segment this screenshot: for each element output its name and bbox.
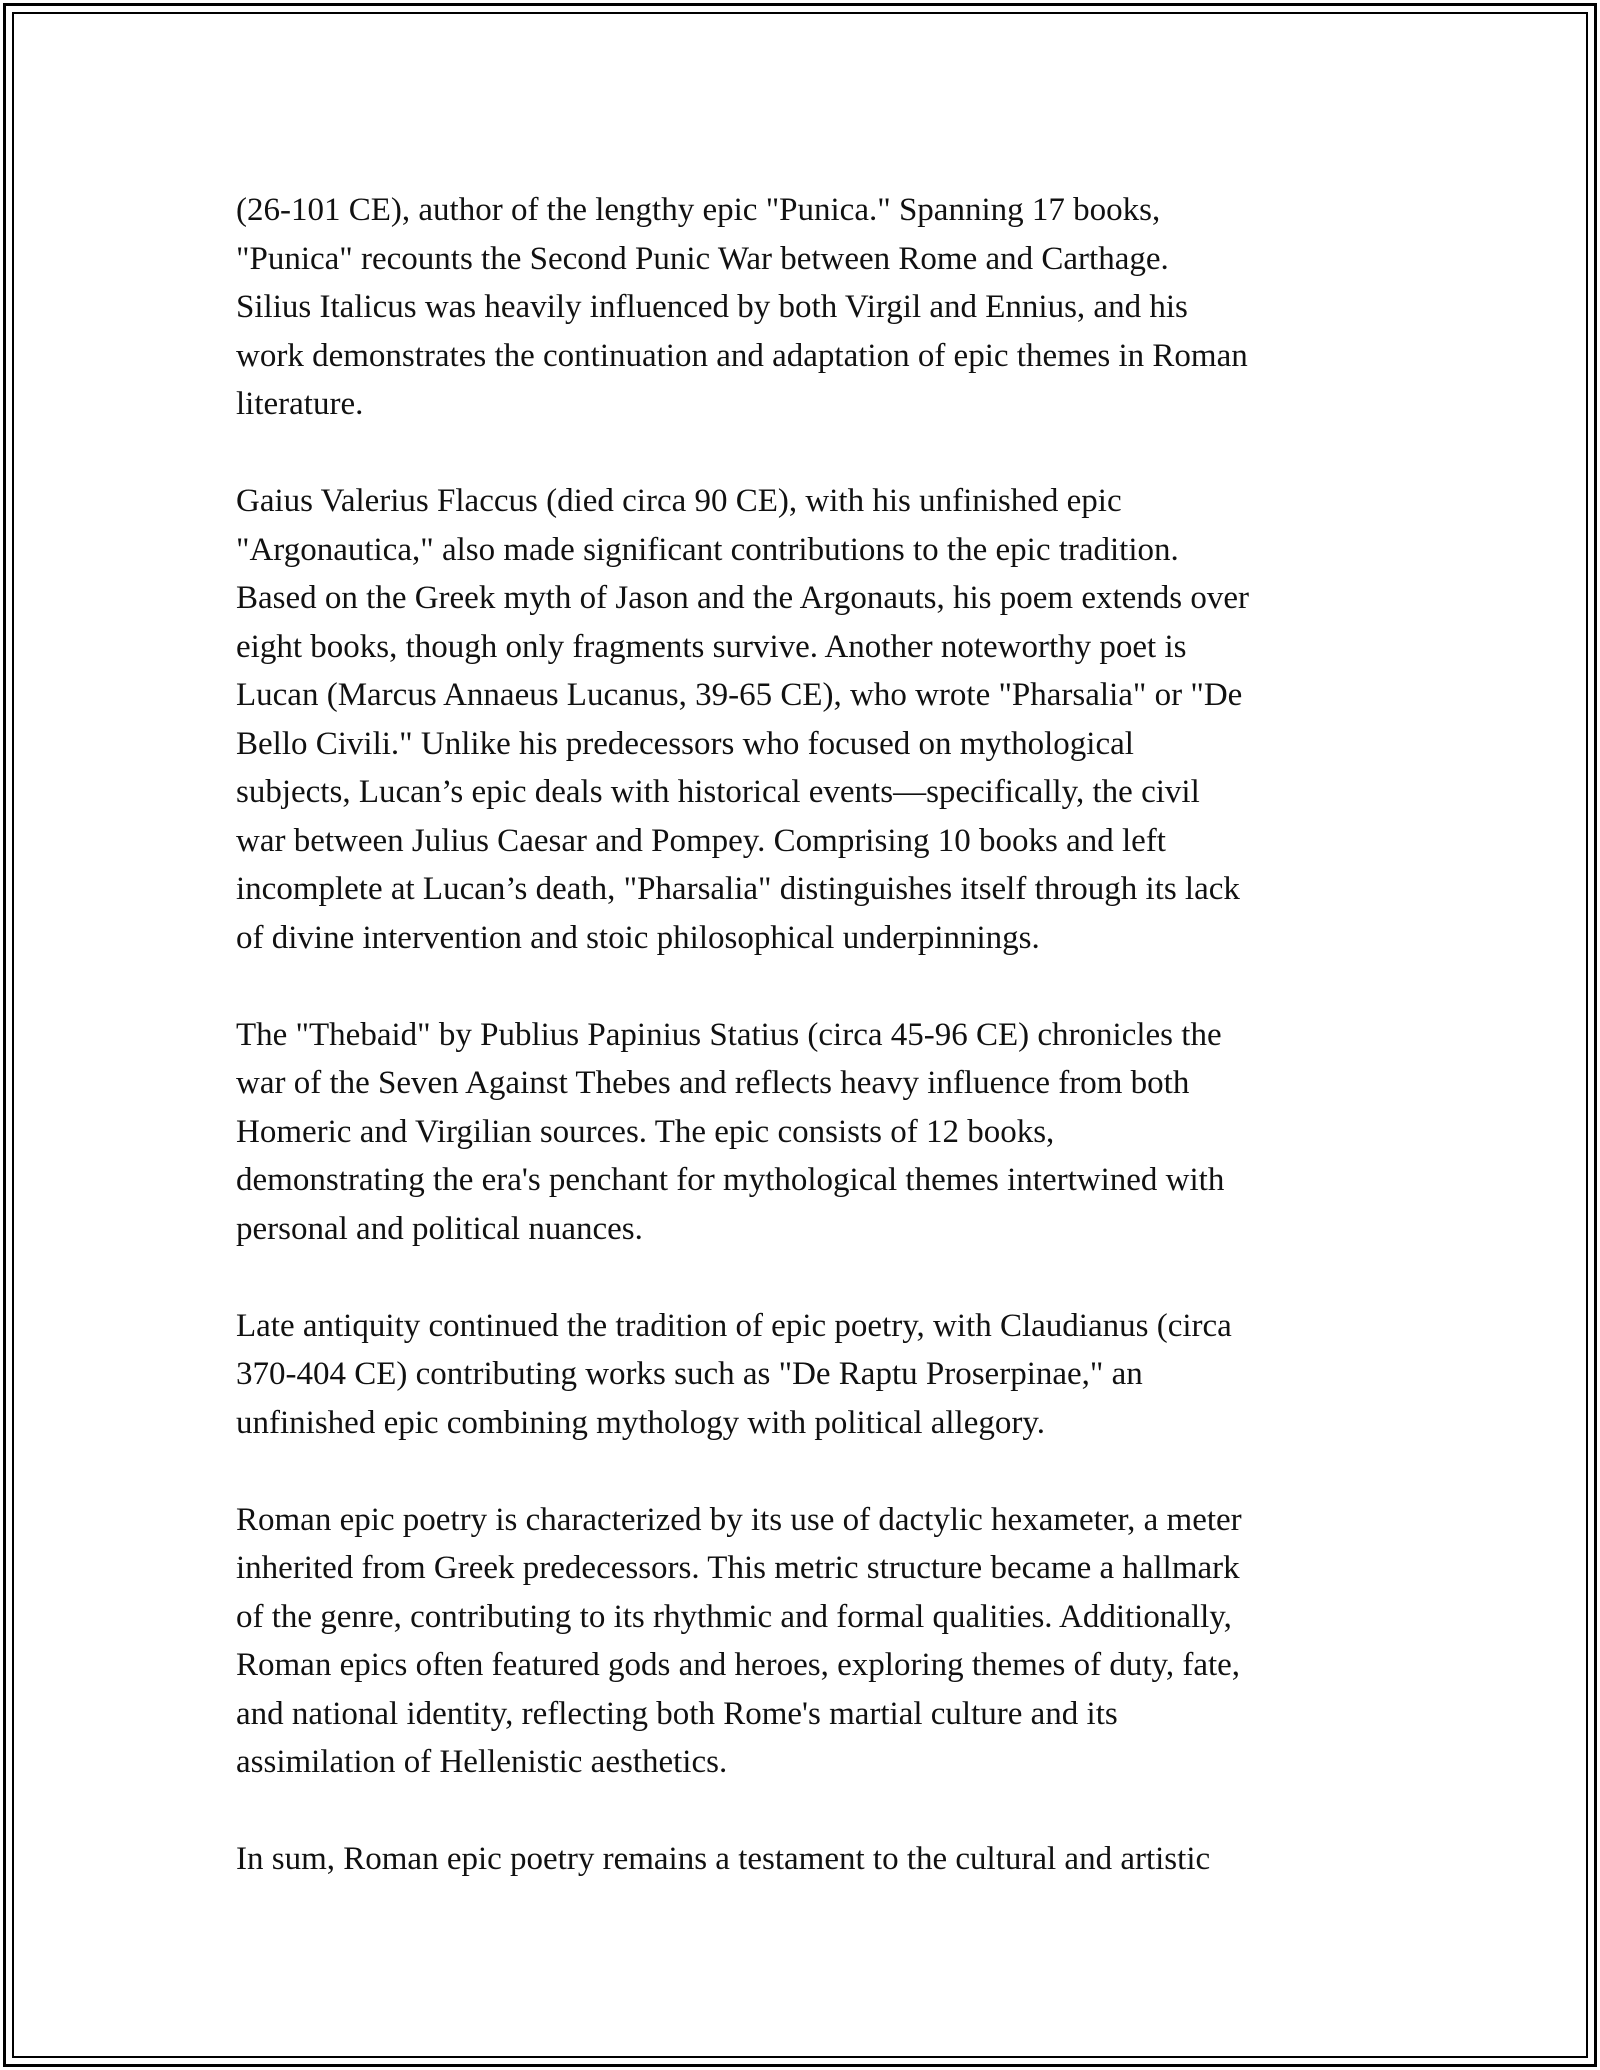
text-line: In sum, Roman epic poetry remains a testament to the cultural and artistic	[236, 1841, 1211, 1877]
text-line: Gaius Valerius Flaccus (died circa 90 CE), with his unfinished epic	[236, 483, 1122, 519]
text-line: 370-404 CE) contributing works such as "De Raptu Proserpinae," an	[236, 1356, 1143, 1392]
paragraph-conclusion	[236, 1835, 1386, 1884]
text-line: Late antiquity continued the tradition of epic poetry, with Claudianus (circa	[236, 1307, 1232, 1344]
text-line: Roman epics often featured gods and heroes, exploring themes of duty, fate,	[236, 1647, 1241, 1683]
paragraph-silius-italicus	[236, 186, 1386, 429]
text-line: Based on the Greek myth of Jason and the Argonauts, his poem extends over	[236, 580, 1250, 616]
text-line: incomplete at Lucan’s death, "Pharsalia" distinguishes itself through its lack	[236, 871, 1240, 907]
text-line: war of the Seven Against Thebes and reflects heavy influence from both	[236, 1065, 1190, 1101]
text-line: inherited from Greek predecessors. This metric structure became a hallmark	[236, 1550, 1240, 1586]
text-line: "Argonautica," also made significant contributions to the epic tradition.	[236, 531, 1179, 568]
text-line: literature.	[236, 386, 364, 422]
text-line: assimilation of Hellenistic aesthetics.	[236, 1744, 728, 1780]
text-line: work demonstrates the continuation and adaptation of epic themes in Roman	[236, 337, 1248, 374]
text-line: eight books, though only fragments survive. Another noteworthy poet is	[236, 628, 1187, 665]
text-line: of the genre, contributing to its rhythmic and formal qualities. Additionally,	[236, 1598, 1232, 1635]
paragraph-flaccus-lucan	[236, 477, 1386, 962]
text-line: Homeric and Virgilian sources. The epic consists of 12 books,	[236, 1113, 1055, 1150]
text-line: war between Julius Caesar and Pompey. Comprising 10 books and left	[236, 822, 1166, 859]
text-line: (26-101 CE), author of the lengthy epic "Punica." Spanning 17 books,	[236, 192, 1161, 228]
text-line: personal and political nuances.	[236, 1210, 643, 1247]
text-line: The "Thebaid" by Publius Papinius Statius (circa 45-96 CE) chronicles the	[236, 1016, 1222, 1053]
text-line: Bello Civili." Unlike his predecessors who focused on mythological	[236, 725, 1134, 762]
document-body	[236, 186, 1386, 1932]
text-line: Roman epic poetry is characterized by its use of dactylic hexameter, a meter	[236, 1501, 1242, 1538]
text-line: of divine intervention and stoic philosophical underpinnings.	[236, 919, 1040, 956]
paragraph-late-antiquity	[236, 1302, 1386, 1448]
text-line: Silius Italicus was heavily influenced by both Virgil and Ennius, and his	[236, 289, 1188, 325]
text-line: unfinished epic combining mythology with political allegory.	[236, 1404, 1045, 1441]
text-line: and national identity, reflecting both Rome's martial culture and its	[236, 1695, 1118, 1732]
text-line: subjects, Lucan’s epic deals with historical events—specifically, the civil	[236, 774, 1200, 810]
paragraph-statius-thebaid	[236, 1011, 1386, 1254]
text-line: demonstrating the era's penchant for mythological themes intertwined with	[236, 1162, 1225, 1198]
text-line: Lucan (Marcus Annaeus Lucanus, 39-65 CE), who wrote "Pharsalia" or "De	[236, 677, 1243, 713]
text-line: "Punica" recounts the Second Punic War between Rome and Carthage.	[236, 240, 1169, 277]
paragraph-characteristics	[236, 1496, 1386, 1787]
